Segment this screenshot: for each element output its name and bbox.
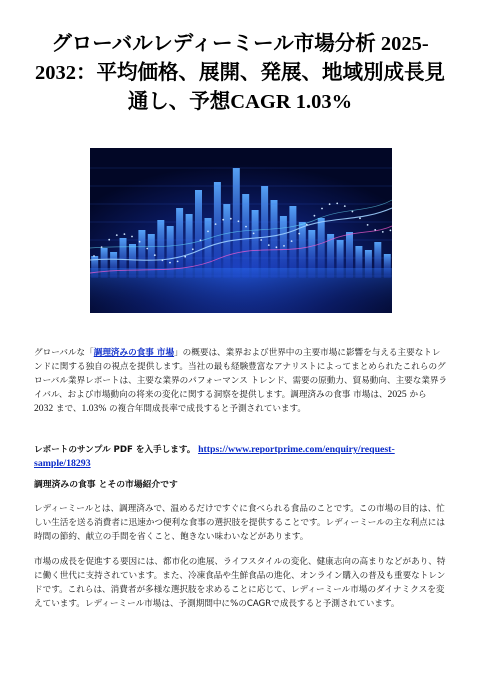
hero-decor-dot: [116, 234, 118, 236]
hero-decor-dot: [352, 211, 354, 213]
hero-decor-dot: [321, 208, 323, 210]
document-title: グローバルレディーミール市場分析 2025-2032：平均価格、展開、発展、地域別成長見通し、予想CAGR 1.03%: [35, 33, 445, 113]
hero-decor-dot: [162, 259, 164, 261]
hero-decor-dot: [367, 224, 369, 226]
hero-decor-bar: [233, 168, 240, 278]
intro-text: の複合年間成長率で成長すると予測されています。: [106, 404, 307, 415]
intro-text: 」の概要は、業界および世界中の主要市場に影響を与える主要なトレンドに関する独自の視点を提供します。当社の最も経験豊富なアナリストによってまとめられたこれらのグローバル業界レポートは、主要な業界のパフォーマンス トレンド、需要の原動力、貿易動向、主要な業界ライバル、および市場動向の将来の変化に関する洞察を提供します。調理済みの食事 市場は、: [34, 348, 448, 401]
hero-decor-dot: [276, 246, 278, 248]
sample-label: レポートのサンプル PDF を入手します。: [34, 445, 196, 455]
hero-decor-bar: [271, 200, 278, 278]
hero-decor-dot: [222, 219, 224, 221]
hero-decor-dot: [260, 239, 262, 241]
hero-decor-dot: [253, 233, 255, 235]
hero-decor-dot: [382, 231, 384, 233]
hero-decor-dot: [283, 245, 285, 247]
hero-decor-dot: [184, 256, 186, 258]
hero-decor-dot: [314, 215, 316, 217]
hero-decor-dot: [101, 246, 103, 248]
hero-decor-dot: [298, 233, 300, 235]
intro-text: まで、: [53, 404, 82, 415]
hero-decor-dot: [169, 262, 171, 264]
hero-decor-dot: [177, 261, 179, 263]
hero-decor-bar: [176, 208, 183, 278]
sample-paragraph: [34, 443, 448, 471]
hero-decor-dot: [374, 229, 376, 231]
year-start: 2025: [387, 389, 407, 401]
hero-decor-dot: [238, 220, 240, 222]
hero-decor-dot: [245, 226, 247, 228]
body-paragraph-2: 市場の成長を促進する要因には、都市化の進展、ライフスタイルの変化、健康志向の高まりなどがあり、特に働く世代に支持されています。また、冷凍食品や生鮮食品の進化、オンライン購入の普及も重要なトレンドです。これらは、消費者が多様な選択肢を求めることに応じて、レディーミール市場のダイナミクスを変えています。レディーミール市場は、予測期間中に%のCAGRで成長すると予測されています。: [34, 557, 446, 610]
section-heading: 調理済みの食事 とその市場紹介です: [34, 480, 178, 490]
hero-decor-bar: [214, 182, 221, 278]
hero-decor-dot: [215, 223, 217, 225]
body-paragraph-1: レディーミールとは、調理済みで、温めるだけですぐに食べられる食品のことです。この市場の目的は、忙しい生活を送る消費者に迅速かつ便利な食事の選択肢を提供することです。レディーミールの主な利点には時間の節約、献立の手間を省くこと、飽きない味わいなどがあります。: [34, 504, 445, 543]
sample-link[interactable]: https://www.reportprime.com/enquiry/request-sample/18293: [34, 444, 395, 470]
intro-paragraph: [34, 346, 448, 416]
hero-decor-dot: [306, 224, 308, 226]
hero-decor-dot: [207, 231, 209, 233]
financial-chart-illustration-icon: [90, 148, 392, 313]
hero-decor-dot: [291, 240, 293, 242]
intro-text: グローバルな「: [34, 348, 94, 358]
hero-decor-dot: [268, 244, 270, 246]
hero-decor-dot: [390, 230, 392, 232]
hero-decor-bar: [289, 206, 296, 278]
hero-decor-dot: [329, 203, 331, 205]
hero-decor-bar: [252, 210, 259, 278]
hero-decor-dot: [230, 218, 232, 220]
year-end: 2032: [34, 403, 54, 415]
hero-decor-dot: [124, 233, 126, 235]
market-link[interactable]: 調理済みの食事 市場: [93, 348, 175, 358]
intro-text: から: [406, 390, 427, 401]
hero-decor-bar: [261, 186, 268, 278]
hero-decor-dot: [131, 236, 133, 238]
hero-decor-dot: [336, 203, 338, 205]
hero-decor-dot: [108, 239, 110, 241]
hero-decor-dot: [359, 217, 361, 219]
hero-decor-dot: [192, 248, 194, 250]
cagr-value: 1.03%: [81, 403, 107, 415]
hero-decor-dot: [146, 248, 148, 250]
hero-decor-dot: [344, 205, 346, 207]
hero-decor-dot: [93, 255, 95, 257]
hero-decor-dot: [139, 241, 141, 243]
hero-decor-dot: [200, 239, 202, 241]
hero-decor-dot: [154, 254, 156, 256]
hero-decor-bar: [242, 194, 249, 278]
